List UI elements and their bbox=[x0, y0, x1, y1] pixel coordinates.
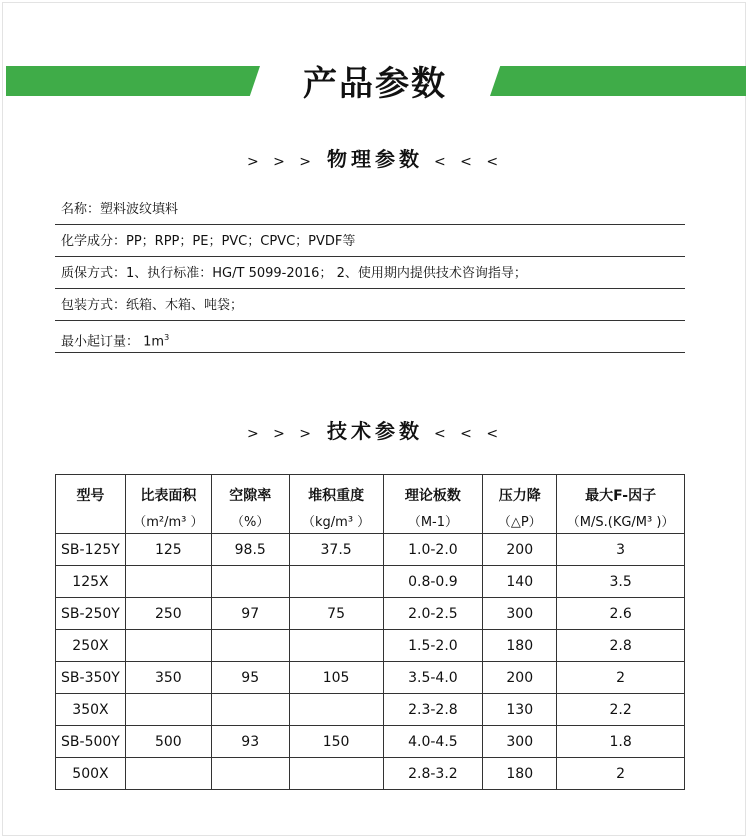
table-cell: 300 bbox=[483, 726, 557, 758]
table-cell bbox=[125, 694, 211, 726]
table-cell: 300 bbox=[483, 598, 557, 630]
cell-model: SB-125Y bbox=[56, 534, 126, 566]
info-row-packaging: 包装方式：纸箱、木箱、吨袋； bbox=[55, 291, 685, 321]
table-cell: 140 bbox=[483, 566, 557, 598]
header-pressure-drop: 压力降 （△P） bbox=[483, 475, 557, 534]
table-cell: 1.5-2.0 bbox=[383, 630, 483, 662]
table-cell: 2 bbox=[557, 758, 685, 790]
header-max-f-factor: 最大F-因子 （M/S.(KG/M³ )） bbox=[557, 475, 685, 534]
table-cell: 250 bbox=[125, 598, 211, 630]
arrows-right: < < < bbox=[433, 154, 504, 170]
cell-model: 125X bbox=[56, 566, 126, 598]
cell-model: SB-250Y bbox=[56, 598, 126, 630]
physical-info-list bbox=[55, 195, 685, 355]
table-cell bbox=[125, 630, 211, 662]
table-cell: 1.0-2.0 bbox=[383, 534, 483, 566]
header-surface-area: 比表面积 （m²/m³ ） bbox=[125, 475, 211, 534]
table-cell: 98.5 bbox=[211, 534, 289, 566]
table-cell: 2 bbox=[557, 662, 685, 694]
table-row bbox=[56, 726, 685, 758]
physical-title-text: 物理参数 bbox=[327, 147, 423, 171]
table-cell bbox=[289, 566, 383, 598]
moq-unit-superscript: 3 bbox=[164, 333, 170, 342]
table-cell: 97 bbox=[211, 598, 289, 630]
header-model: 型号 bbox=[56, 475, 126, 534]
arrows-left: > > > bbox=[246, 426, 317, 442]
table-cell: 2.8-3.2 bbox=[383, 758, 483, 790]
table-cell: 350 bbox=[125, 662, 211, 694]
table-row bbox=[56, 534, 685, 566]
table-cell bbox=[289, 758, 383, 790]
table-cell: 130 bbox=[483, 694, 557, 726]
table-cell: 4.0-4.5 bbox=[383, 726, 483, 758]
table-row bbox=[56, 598, 685, 630]
info-row-moq bbox=[55, 323, 685, 353]
arrows-left: > > > bbox=[246, 154, 317, 170]
table-row bbox=[56, 694, 685, 726]
table-row bbox=[56, 758, 685, 790]
table-cell bbox=[289, 694, 383, 726]
arrows-right: < < < bbox=[433, 426, 504, 442]
cell-model: SB-350Y bbox=[56, 662, 126, 694]
header-void-ratio: 空隙率 （%） bbox=[211, 475, 289, 534]
cell-model: SB-500Y bbox=[56, 726, 126, 758]
moq-value: 1m bbox=[143, 334, 165, 350]
table-cell bbox=[125, 566, 211, 598]
info-row-name: 名称：塑料波纹填料 bbox=[55, 195, 685, 225]
table-cell bbox=[125, 758, 211, 790]
info-row-warranty: 质保方式：1、执行标准：HG/T 5099-2016； 2、使用期内提供技术咨询指导； bbox=[55, 259, 685, 289]
cell-model: 250X bbox=[56, 630, 126, 662]
table-cell: 200 bbox=[483, 662, 557, 694]
technical-title-text: 技术参数 bbox=[327, 419, 423, 443]
table-cell: 125 bbox=[125, 534, 211, 566]
table-cell: 180 bbox=[483, 758, 557, 790]
cell-model: 350X bbox=[56, 694, 126, 726]
table-cell: 3.5-4.0 bbox=[383, 662, 483, 694]
table-cell: 93 bbox=[211, 726, 289, 758]
table-cell: 1.8 bbox=[557, 726, 685, 758]
table-cell bbox=[211, 566, 289, 598]
table-cell: 2.3-2.8 bbox=[383, 694, 483, 726]
header-theoretical-plates: 理论板数 （M-1） bbox=[383, 475, 483, 534]
table-cell: 105 bbox=[289, 662, 383, 694]
table-cell: 2.2 bbox=[557, 694, 685, 726]
table-cell: 0.8-0.9 bbox=[383, 566, 483, 598]
table-header-row bbox=[56, 475, 685, 534]
table-cell bbox=[211, 694, 289, 726]
table-row bbox=[56, 630, 685, 662]
table-cell: 2.6 bbox=[557, 598, 685, 630]
header-bulk-density: 堆积重度 （kg/m³ ） bbox=[289, 475, 383, 534]
table-cell: 2.0-2.5 bbox=[383, 598, 483, 630]
table-cell bbox=[211, 758, 289, 790]
table-cell: 3.5 bbox=[557, 566, 685, 598]
physical-section-title bbox=[0, 143, 750, 172]
technical-spec-table bbox=[55, 474, 685, 790]
cell-model: 500X bbox=[56, 758, 126, 790]
table-row bbox=[56, 566, 685, 598]
table-cell: 150 bbox=[289, 726, 383, 758]
table-body bbox=[56, 534, 685, 790]
table-cell: 2.8 bbox=[557, 630, 685, 662]
table-cell: 3 bbox=[557, 534, 685, 566]
page-title: 产品参数 bbox=[303, 64, 447, 104]
moq-label: 最小起订量： bbox=[61, 334, 140, 350]
table-cell bbox=[211, 630, 289, 662]
table-cell: 37.5 bbox=[289, 534, 383, 566]
technical-section-title bbox=[0, 415, 750, 444]
table-row bbox=[56, 662, 685, 694]
table-cell: 500 bbox=[125, 726, 211, 758]
table-cell bbox=[289, 630, 383, 662]
table-cell: 180 bbox=[483, 630, 557, 662]
table-cell: 95 bbox=[211, 662, 289, 694]
info-row-composition: 化学成分：PP；RPP；PE；PVC；CPVC；PVDF等 bbox=[55, 227, 685, 257]
table-cell: 200 bbox=[483, 534, 557, 566]
table-cell: 75 bbox=[289, 598, 383, 630]
